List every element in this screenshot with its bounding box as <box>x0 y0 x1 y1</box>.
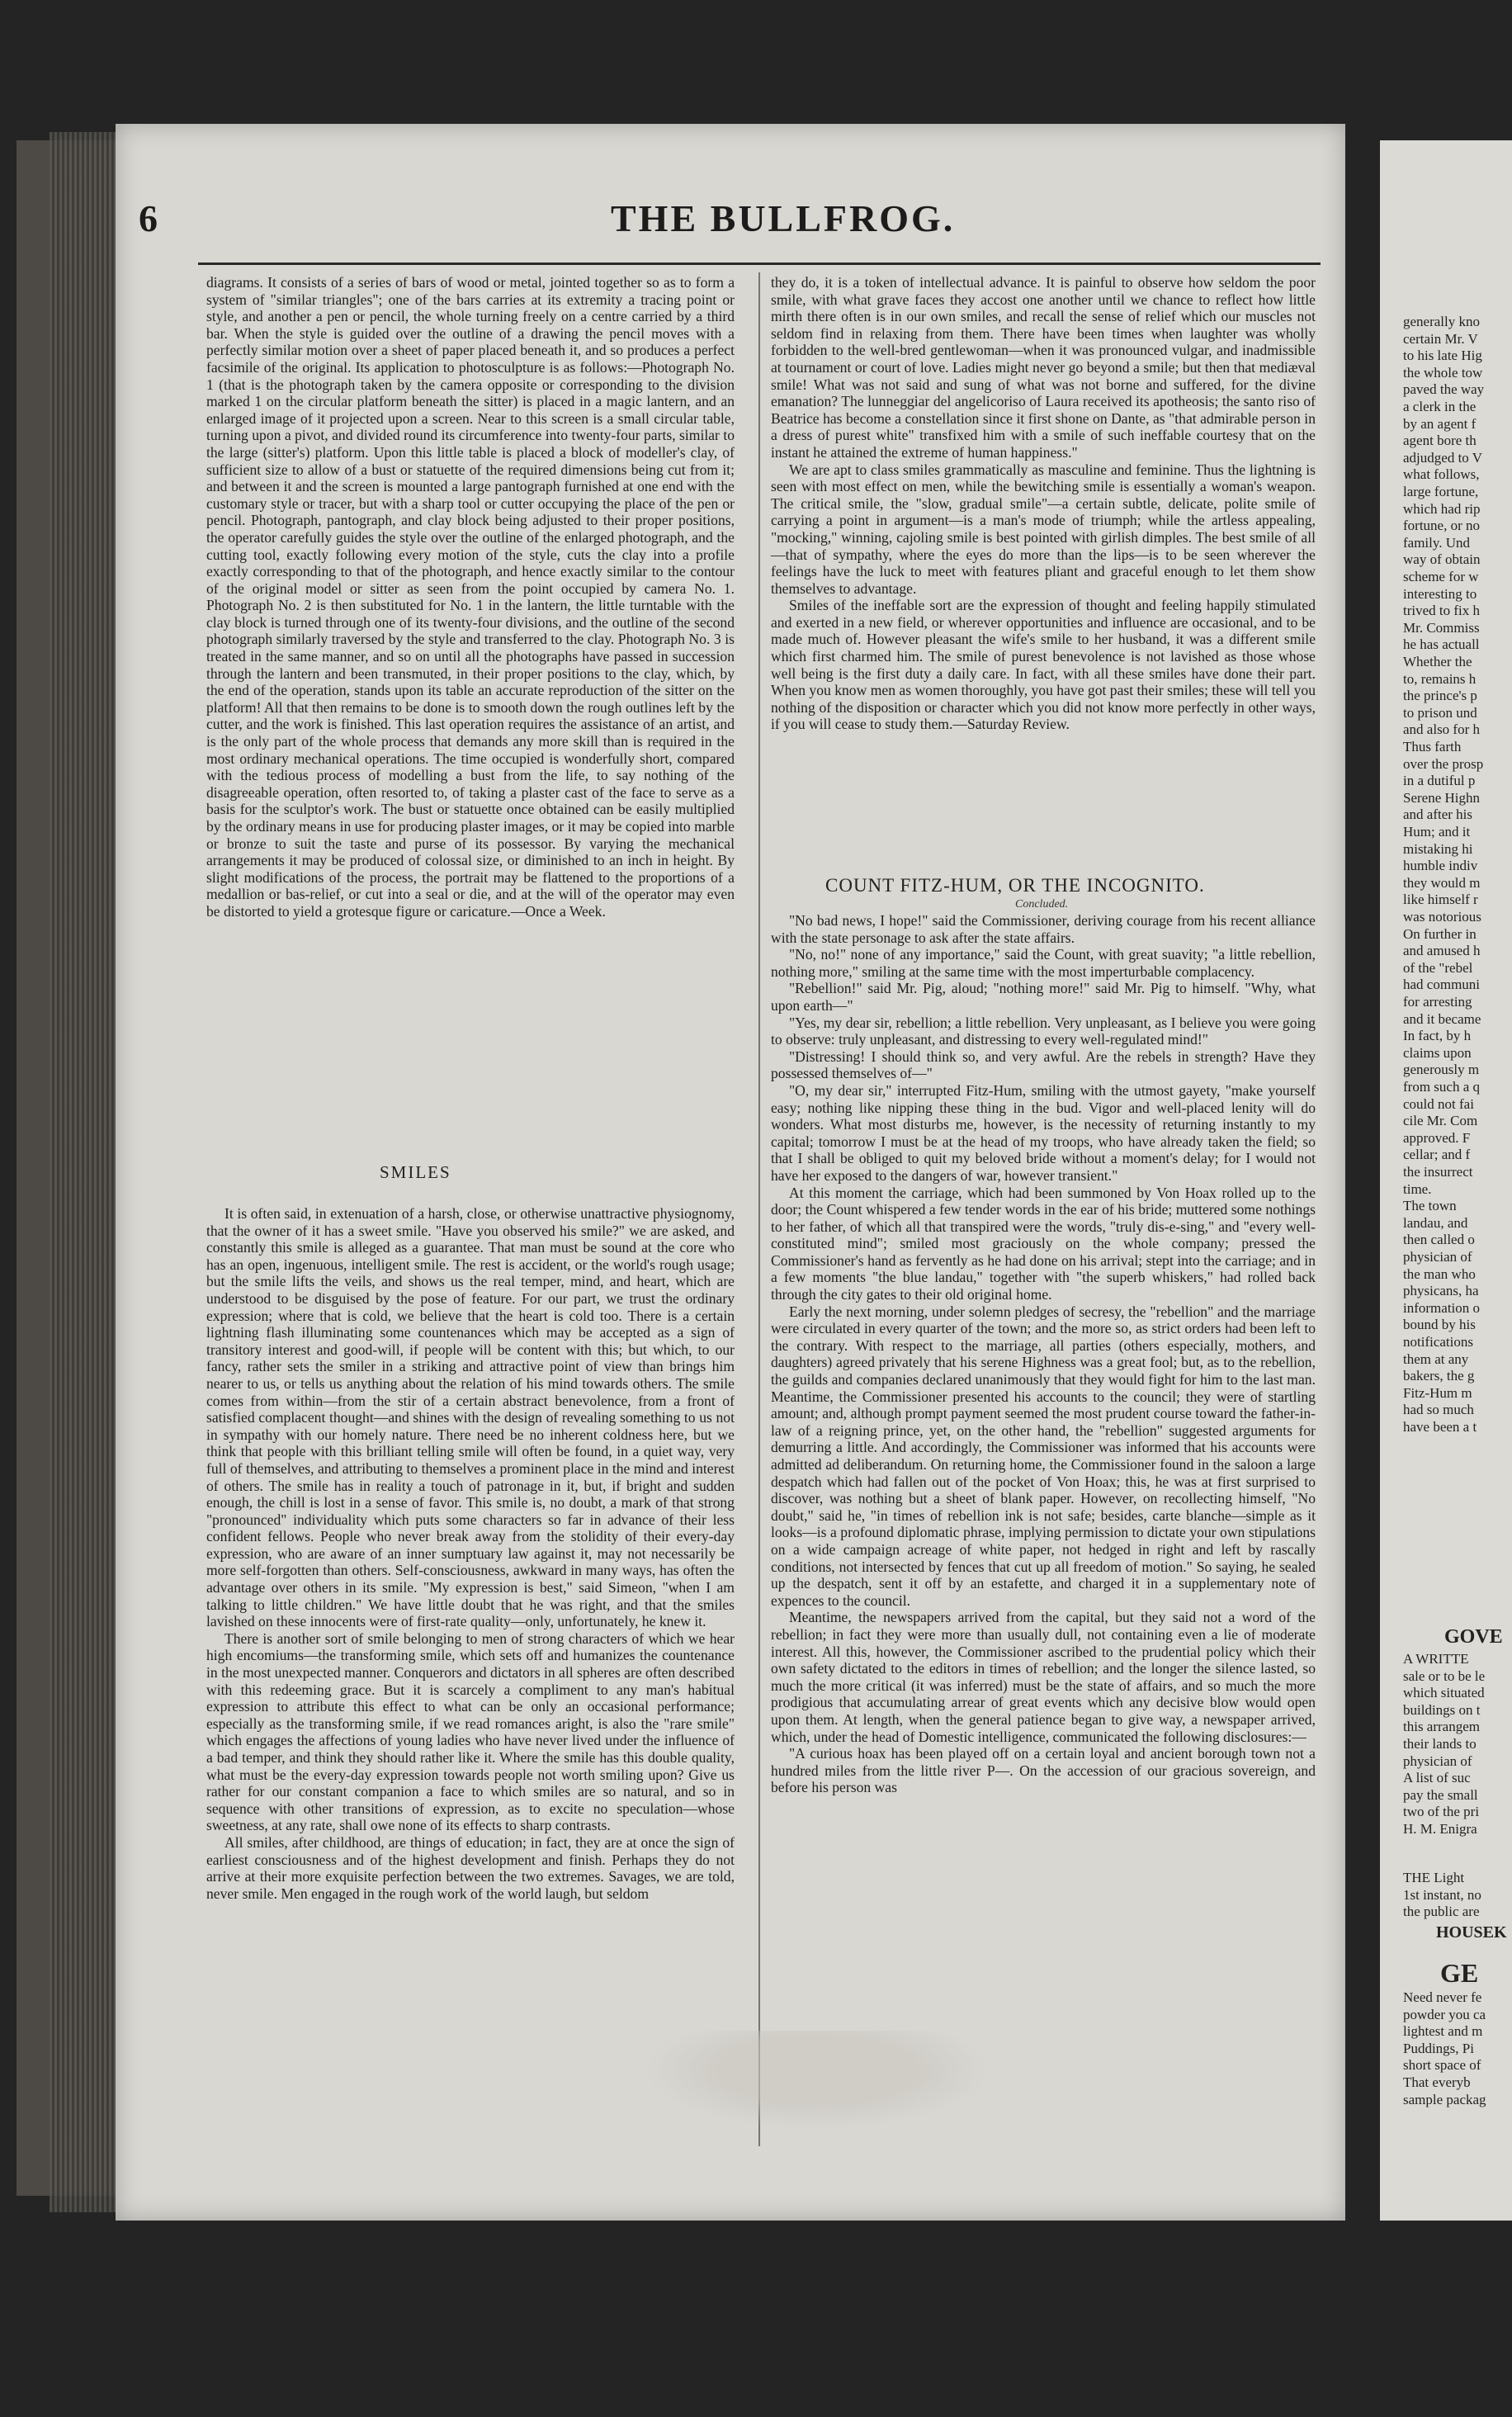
article-paragraph: they do, it is a token of intellectual advance. It is painful to observe how seldom the poor smile, with what grave faces they accost one another until we chance to reflect how little mirth there often is in our own smiles, and recall the sense of relief which our muscles not seldom find in relaxing from them. There have been times when laughter was wholly forbidden to the well-bred gentlewoman—when it was pronounced vulgar, and inadmissible at tournament or court of love. Ladies might never go beyond a smile; but then that mediæval smile! What was not said and sung of what was not borne and suffered, for the divine emanation? The lunneggiar del angelicoriso of Laura received its apotheosis; the santo riso of Beatrice has become a constellation since it first shone on Dante, as "that admirable person in a dress of purest white" transfixed him with a smile of such ineffable courtesy that on the instant he attained the extreme of human happiness." <box>771 274 1316 461</box>
adjacent-heading: GOVE <box>1444 1626 1503 1648</box>
adjacent-text-line: THE Light <box>1403 1870 1465 1885</box>
adjacent-text-line: and after his <box>1403 806 1473 823</box>
article-paragraph: "Rebellion!" said Mr. Pig, aloud; "nothing more!" said Mr. Pig to himself. "Why, what upon earth—" <box>771 980 1316 1014</box>
adjacent-text-line: had communi <box>1403 977 1481 993</box>
adjacent-text-line: 1st instant, no <box>1403 1886 1481 1903</box>
adjacent-text-line: the whole tow <box>1403 364 1483 381</box>
article-paragraph: Early the next morning, under solemn pledges of secresy, the "rebellion" and the marriage were circulated in every quarter of the town; and the more so, as strict orders had been left to the contrary. With respect to the marriage, all parties (others especially, mothers, and daughters) agreed privately that his serene Highness was a great fool; but, as to the rebellion, the guilds and companies declared unanimously that they would fight for him to the last man. Meantime, the Commissioner presented his accounts to the council; they were of startling amount; and, although prompt payment seemed the most prudent course toward the father-in-law of a reigning prince, yet, on the other hand, the "rebellion" suggested arguments for demurring a little. And accordingly, the Commissioner was informed that his accounts were admitted ad deliberandum. On returning home, the Commissioner found in the saloon a large despatch which had fallen out of the pocket of Von Hoax; this, he was at first surprised to discover, was nothing but a sheet of blank paper. However, on recollecting himself, "No doubt," said he, "in times of rebellion ink is not safe; besides, carte blanche—simple as it looks—is a profound diplomatic phrase, implying permission to dictate your own stipulations on a wide campaign acreage of white paper, not hedged in right and left by rascally conditions, not intersected by fences that cut up all freedom of motion." So saying, he sealed up the despatch, sent it off by an estafette, and charged it in a supplementary note of expences to the council. <box>771 1303 1316 1609</box>
masthead-title: THE BULLFROG. <box>611 197 956 239</box>
adjacent-text-line: to, remains h <box>1403 670 1477 687</box>
adjacent-text-line: two of the pri <box>1403 1804 1480 1820</box>
adjacent-text-line: sample packag <box>1403 2091 1486 2107</box>
adjacent-text-line: humble indiv <box>1403 858 1478 874</box>
adjacent-text-line: a clerk in the <box>1403 399 1477 414</box>
adjacent-text-line: could not fai <box>1403 1095 1474 1112</box>
adjacent-text-line: On further in <box>1403 925 1477 942</box>
adjacent-text-line: like himself r <box>1403 892 1478 908</box>
adjacent-text-line: In fact, by h <box>1403 1028 1472 1044</box>
adjacent-text-line: over the prosp <box>1403 755 1484 772</box>
adjacent-text-line: was notorious <box>1403 909 1481 925</box>
adjacent-text-line: way of obtain <box>1403 551 1481 568</box>
adjacent-text-line: Hum; and it <box>1403 824 1471 840</box>
adjacent-text-line: adjudged to V <box>1403 449 1483 466</box>
article-paragraph: We are apt to class smiles grammatically as masculine and feminine. Thus the lightning is seen with most effect on men, while the bewitching smile is essentially a woman's weapon. The critical smile, the "slow, gradual smile"—a certain subtle, delicate, polite smile of carrying a point in argument—is a man's mode of triumph; while the artless appealing, "mocking," winning, cajoling smile is best pointed with girlish dimples. The best smile of all—that of sympathy, where the eyes do more than the lips—is to be seen wherever the feelings have the luck to meet with features pliant and graceful enough to let them show themselves to advantage. <box>771 461 1316 597</box>
adjacent-text-line: the insurrect <box>1403 1164 1473 1180</box>
adjacent-text-line: A WRITTE <box>1403 1651 1469 1667</box>
adjacent-text-line: buildings on t <box>1403 1701 1481 1718</box>
adjacent-text-line: for arresting <box>1403 994 1472 1010</box>
article-paragraph: Meantime, the newspapers arrived from the capital, but they said not a word of the rebellion; in fact they were more than usually dull, not containing even a lie of moderate interest. All this, however, the Commissioner ascribed to the prudential policy which their own safety dictated to the editors in times of rebellion; and the longer the silence lasted, so much the more critical (it was inferred) must be the state of affairs, and so much the more prodigious that accumulating arrear of great events which any decisive blow would open upon them. At length, when the general patience began to give way, a newspaper arrived, which, under the head of Domestic intelligence, communicated the following disclosures:— <box>771 1609 1316 1745</box>
article-paragraph: "Yes, my dear sir, rebellion; a little rebellion. Very unpleasant, as I believe you were going to observe: truly unpleasant, and distressing to every well-regulated mind!" <box>771 1014 1316 1048</box>
adjacent-text-line: paved the way <box>1403 381 1485 398</box>
adjacent-text-line: That everyb <box>1403 2074 1471 2090</box>
adjacent-text-line: bakers, the g <box>1403 1368 1475 1384</box>
article-paragraph: Smiles of the ineffable sort are the expression of thought and feeling happily stimulated and exerted in a new field, or wherever opportunities and influence are occasional, and to be made much of. However pleasant the wife's smile to her husband, it was a different smile which first charmed him. The smile of purest benevolence is not lavished as those whose well being is the first duty a daily care. In fact, with all these smiles have done their part. When you know men as women thoroughly, you have got past their smiles; these will tell you nothing of the disposition or character which you did not know more perfectly in other ways, if you will cease to study them.—Saturday Review. <box>771 597 1316 733</box>
adjacent-text-line: the public are <box>1403 1904 1480 1920</box>
adjacent-text-line: pay the small <box>1403 1786 1478 1803</box>
adjacent-text-line: large fortune, <box>1403 484 1479 499</box>
adjacent-text-line: by an agent f <box>1403 415 1477 432</box>
adjacent-text-line: and also for h <box>1403 721 1481 738</box>
adjacent-text-line: the prince's p <box>1403 688 1477 704</box>
adjacent-text-line: Thus farth <box>1403 739 1462 754</box>
adjacent-text-line: sale or to be le <box>1403 1667 1486 1684</box>
adjacent-text-line: A list of suc <box>1403 1770 1471 1786</box>
article-paragraph: It is often said, in extenuation of a harsh, close, or otherwise unattractive physiognomy, that the owner of it has a sweet smile. "Have you observed his smile?" we are asked, and constantly this smile is alleged as a guarantee. That man must be sound at the core who has an open, ingenuous, intelligent smile. The rest is accident, or the world's rough usage; but the smile lifts the veils, and shows us the real temper, mind, and heart, which are understood to be disguised by the pose of feature. For our part, we trust the ordinary expression; where that is cold, we believe that the heart is cold too. There is a certain lightning flash illuminating some countenances which may be accepted as a sign of transitory interest and good-will, if people will be content with this; but which, to our fancy, rather sets the smiler in a striking and attractive point of view than brings him nearer to us, or tells us anything about the relation of his mind towards others. The smile comes from within—from the stir of a certain abstract benevolence, from a front of satisfied complacent thought—and shines with the design of revealing something to us not in sympathy with our homely nature. There need be no inherent coldness here, but we think that people with this brilliant telling smile will often be found, in a quiet way, very full of themselves, and attributing to themselves a prominent place in the mind and interest of others. The smile has in reality a touch of patronage in it, but, if bright and sudden enough, the chill is lost in a sense of favor. This smile is, no doubt, a mark of that strong "pronounced" individuality which puts some characters so far in advance of their less confident fellows. People who never break away from the stolidity of their every-day expression, who are aware of an inner sumptuary law against it, may not necessarily be more self-forgotten than others. Self-consciousness, awkward in many ways, has often the advantage over others in its smile. "My expression is best," said Simeon, "when I am talking to little children." We have little doubt that he was right, and that the smiles lavished on these innocents were of first-rate quality—only, unfortunately, he knew it. <box>206 1205 735 1630</box>
adjacent-text-line: physician of <box>1403 1249 1472 1265</box>
adjacent-text-line: bound by his <box>1403 1317 1476 1333</box>
adjacent-text-line: their lands to <box>1403 1736 1477 1752</box>
adjacent-text-line: and it became <box>1403 1010 1481 1027</box>
article-paragraph: "Distressing! I should think so, and very awful. Are the rebels in strength? Have they possessed themselves of—" <box>771 1048 1316 1082</box>
article-paragraph: "No, no!" none of any importance," said the Count, with great suavity; "a little rebellion, nothing more," smiling at the same time with the most imperturbable complacency. <box>771 946 1316 980</box>
adjacent-text-line: this arrangem <box>1403 1719 1480 1735</box>
middle-column-top <box>771 274 1316 733</box>
column-divider <box>758 272 760 2146</box>
adjacent-text-line: then called o <box>1403 1232 1475 1248</box>
adjacent-text-line: information o <box>1403 1299 1481 1316</box>
adjacent-heading: GE <box>1440 1958 1479 1988</box>
adjacent-text-line: which had rip <box>1403 500 1481 517</box>
header-rule <box>198 263 1321 265</box>
adjacent-text-line: and amused h <box>1403 943 1481 959</box>
adjacent-text-line: certain Mr. V <box>1403 330 1478 347</box>
adjacent-text-line: cile Mr. Com <box>1403 1113 1478 1129</box>
article-paragraph: "A curious hoax has been played off on a certain loyal and ancient borough town not a hundred miles from the little river P—. On the accession of our gracious sovereign, and before his person was <box>771 1745 1316 1796</box>
article-paragraph: All smiles, after childhood, are things of education; in fact, they are at once the sign of earliest consciousness and of the highest development and finish. Perhaps they do not arrive at their more exquisite perfection between the two extremes. Savages, we are told, never smile. Men engaged in the rough work of the world laugh, but seldom <box>206 1833 735 1902</box>
adjacent-text-line: cellar; and f <box>1403 1147 1471 1163</box>
adjacent-text-line: what follows, <box>1403 466 1480 483</box>
adjacent-text-line: Mr. Commiss <box>1403 619 1480 636</box>
adjacent-text-line: The town <box>1403 1198 1457 1214</box>
adjacent-text-line: H. M. Enigra <box>1403 1821 1477 1837</box>
adjacent-text-line: them at any <box>1403 1350 1469 1367</box>
adjacent-text-line: scheme for w <box>1403 569 1479 584</box>
adjacent-text-line: he has actuall <box>1403 636 1480 653</box>
adjacent-text-line: claims upon <box>1403 1044 1472 1061</box>
adjacent-text-line: have been a t <box>1403 1419 1477 1435</box>
adjacent-text-line: time. <box>1403 1180 1432 1197</box>
article-paragraph: "No bad news, I hope!" said the Commissioner, deriving courage from his recent alliance with the state personage to ask after the state affairs. <box>771 912 1316 946</box>
page-tear-damage <box>644 2031 990 2130</box>
adjacent-text-line: physicans, ha <box>1403 1283 1479 1299</box>
left-column-top <box>206 274 735 920</box>
adjacent-text-line: landau, and <box>1403 1214 1468 1231</box>
adjacent-text-line: generously m <box>1403 1062 1480 1078</box>
adjacent-text-line: the man who <box>1403 1265 1476 1282</box>
adjacent-text-line: generally kno <box>1403 314 1480 329</box>
adjacent-text-line: physician of <box>1403 1752 1472 1769</box>
adjacent-text-line: they would m <box>1403 874 1481 891</box>
adjacent-text-line: notifications <box>1403 1334 1473 1350</box>
page-stack-edges <box>50 132 116 2212</box>
adjacent-text-line: Whether the <box>1403 654 1472 669</box>
adjacent-text-line: in a dutiful p <box>1403 773 1476 789</box>
article-paragraph: There is another sort of smile belonging to men of strong characters of which we hear high encomiums—the transforming smile, which sets off and humanizes the countenance in the most unexpected manner. Conquerors and dictators in all spheres are often described with this redeeming grace. But it is scarcely a compliment to any man's habitual expression to attribute this effect to what can be only an occasional performance; especially as the transforming smile, if we read romances aright, is also the "rare smile" which engages the affections of young ladies who have never lived under the influence of a bad temper, and think they should rather like it. Where the smile has this double quality, what must be the every-day expression towards people not worth smiling upon? Give us rather for our constant companion a face to which smiles are so natural, and so in sequence with other transitions of expression, as to excite no speculation—whose sweetness, at any rate, shall owe none of its effects to sharp contrasts. <box>206 1629 735 1834</box>
smiles-heading: SMILES <box>380 1162 451 1182</box>
adjacent-text-line: Serene Highn <box>1403 789 1481 806</box>
adjacent-text-line: approved. F <box>1403 1129 1471 1146</box>
middle-column-count <box>771 912 1316 1796</box>
adjacent-text-line: which situated <box>1403 1685 1485 1701</box>
adjacent-text-line: of the "rebel <box>1403 959 1473 976</box>
concluded-subheading: Concluded. <box>1015 898 1069 911</box>
adjacent-text-line: interesting to <box>1403 585 1477 602</box>
page-number: 6 <box>139 197 158 239</box>
adjacent-text-line: trived to fix h <box>1403 603 1481 619</box>
adjacent-text-line: had so much <box>1403 1402 1474 1418</box>
article-paragraph: "O, my dear sir," interrupted Fitz-Hum, smiling with the utmost gayety, "make yourself easy; nothing like nipping these thing in the bud. Vigor and well-placed lenity will do wonders. What most disturbs me, however, is the necessity of returning instantly to my capital; tomorrow I must be at the head of my troops, who have already taken the field; so that I shall be obliged to quit my beloved bride without a moment's delay; for I would not have her exposed to the dangers of war, however transient." <box>771 1081 1316 1184</box>
article-paragraph: diagrams. It consists of a series of bars of wood or metal, jointed together so as to form a system of "similar triangles"; one of the bars carries at its extremity a tracing point or style, and another a pen or pencil, the whole turning freely on a centre carried by a third bar. When the style is guided over the outline of a drawing the pencil moves with a perfectly similar motion over a sheet of paper placed beneath it, and so produces a perfect facsimile of the original. Its application to photosculpture is as follows:—Photograph No. 1 (that is the photograph taken by the camera opposite or corresponding to the division marked 1 on the circular platform beneath the sitter) is placed in a magic lantern, and an enlarged image of it projected upon a screen. Near to this screen is a small circular table, turning upon a pivot, and divided round its circumference into twenty-four parts, similar to the large (sitter's) platform. Upon this little table is placed a block of modeller's clay, of sufficient size to allow of a bust or statuette of the required dimensions being cut from it; and between it and the screen is mounted a large pantograph furnished at one end with the customary style or tracer, but with a sharp tool or cutter occupying the place of the pen or pencil. Photograph, pantograph, and clay block being adjusted to their proper positions, the operator carefully guides the style over the outline of the enlarged photograph, and the cutting tool, exactly following every motion of the style, cuts the clay into a profile exactly corresponding to that of the photograph, and hence exactly similar to the contour of the original model or sitter as seen from the point occupied by camera No. 1. Photograph No. 2 is then substituted for No. 1 in the lantern, the little turntable with the clay block is turned through one of its twenty-four divisions, and the outline of the second photograph similarly traversed by the style and transferred to the clay. Photograph No. 3 is treated in the same manner, and so on until all the photographs have passed in succession through the lantern and been transmuted, in their proper positions to the clay, which, by the end of the operation, stands upon its table an accurate reproduction of the sitter on the platform! All that then remains to be done is to smooth down the rough outlines left by the cutter, and the work is finished. This last operation requires the assistance of an artist, and is the only part of the whole process that demands any more skill than is required in the most ordinary mechanical operations. The time occupied is wonderfully short, compared with the tedious process of modelling a bust from the life, to say nothing of the disagreeable operation, often resorted to, of taking a plaster cast of the face to serve as a basis for the sculptor's work. The bust or statuette once obtained can be easily multiplied by the ordinary means in use for producing plaster images, or it may be copied into marble or bronze to suit the taste and purse of its possessor. By varying the mechanical arrangements it may be produced of colossal size, or diminished to an inch in height. By slight modifications of the process, the portrait may be flattened to the proportions of a medallion or bas-relief, or cut into a seal or die, and at the will of the operator may even be distorted to yield a grotesque figure or caricature.—Once a Week. <box>206 274 735 920</box>
adjacent-text-line: powder you ca <box>1403 2006 1486 2022</box>
adjacent-text-line: Puddings, Pi <box>1403 2040 1474 2056</box>
adjacent-text-line: family. Und <box>1403 534 1471 551</box>
adjacent-text-line: to his late Hig <box>1403 348 1482 364</box>
count-fitz-hum-heading: COUNT FITZ-HUM, OR THE INCOGNITO. <box>825 875 1205 896</box>
adjacent-text-line: lightest and m <box>1403 2023 1483 2040</box>
adjacent-text-line: mistaking hi <box>1403 840 1473 857</box>
adjacent-text-line: short space of <box>1403 2057 1481 2074</box>
adjacent-text-line: to prison und <box>1403 704 1477 721</box>
left-column-smiles <box>206 1205 735 1902</box>
adjacent-heading: HOUSEK <box>1436 1923 1507 1942</box>
adjacent-text-line: Need never fe <box>1403 1989 1482 2005</box>
adjacent-text-line: Fitz-Hum m <box>1403 1384 1472 1401</box>
article-paragraph: At this moment the carriage, which had been summoned by Von Hoax rolled up to the door; the Count whispered a few tender words in the ear of his bride; muttered some nothings to her father, of which all that transpired were the words, "truly dis-e-sing," and "every well-constituted mind"; smiled most graciously on the whole company; pressed the Commissioner's hand as fervently as he had done on his arrival; stept into the carriage; and in a few moments "the blue landau," together with "the superb whiskers," had rolled back through the city gates to their old original home. <box>771 1184 1316 1303</box>
adjacent-text-line: agent bore th <box>1403 433 1477 449</box>
adjacent-text-line: from such a q <box>1403 1079 1481 1095</box>
adjacent-text-line: fortune, or no <box>1403 518 1481 534</box>
